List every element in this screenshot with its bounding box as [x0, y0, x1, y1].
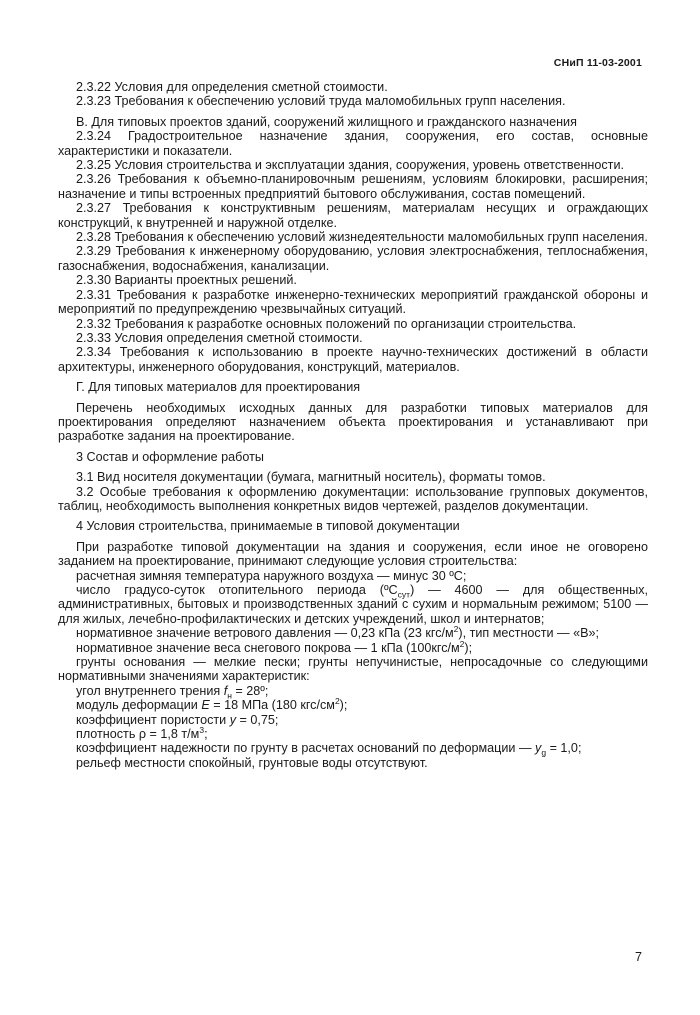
soil-density: плотность ρ = 1,8 $т/м^3$; [76, 724, 208, 742]
clause-3-1: 3.1 Вид носителя документации (бумага, магнитный носитель), форматы томов. [76, 470, 546, 485]
section-heading-v: В. Для типовых проектов зданий, сооружений жилищного и гражданского назначения [76, 114, 577, 129]
paragraph-g: Перечень необходимых исходных данных для разработки типовых материалов для проектирования определяют назначением объекта проектирования и устанавливают при разработке задания на проектирование. [58, 400, 648, 444]
section-heading-g: Г. Для типовых материалов для проектирования [76, 380, 361, 395]
clause-2-3-31: 2.3.31 Требования к разработке инженерно-технических мероприятий гражданской обороны и мероприятий по предупреждению чрезвычайных ситуаций. [58, 287, 648, 317]
paragraph-4: При разработке типовой документации на здания и сооружения, если иное не оговорено заданием на проектирование, принимают следующие условия строительства: [58, 539, 648, 569]
page-number: 7 [634, 950, 642, 964]
clause-2-3-25: 2.3.25 Условия строительства и эксплуатации здания, сооружения, уровень ответственности. [76, 158, 624, 173]
condition-snow: нормативное значение веса снегового покрова — 1 кПа $(100кгс/м^2)$; [76, 638, 473, 655]
section-heading-3: 3 Состав и оформление работы [76, 449, 264, 464]
clause-3-2: 3.2 Особые требования к оформлению документации: использование групповых документов, таблиц, необходимость выполнения конкретных видов чертежей, разделов документации. [58, 484, 648, 513]
clause-2-3-23: 2.3.23 Требования к обеспечению условий труда маломобильных групп населения. [76, 94, 566, 109]
terrain-relief: рельеф местности спокойный, грунтовые воды отсутствуют. [76, 755, 428, 770]
condition-wind: нормативное значение ветрового давления — 0,23 кПа (23 кгс/$м^2$), тип местности — «В»; [76, 624, 600, 641]
clause-2-3-27: 2.3.27 Требования к конструктивным решениям, материалам несущих и ограждающих конструкций, к внутренней и наружной отделке. [58, 201, 648, 230]
soil-porosity: коэффициент пористости у = 0,75; [76, 712, 279, 727]
condition-degree-days: число градусо-суток отопительного периода (ºС$_{сут}$) — 4600 — для общественных, административных, бытовых и производственных зданий с сухим и нормальным режимом; 5100 — для жилых, лечебно-профилактических и детских учреждений, школ и интернатов; [58, 583, 648, 626]
soil-friction-angle: угол внутреннего трения $f_н$ = 28º; [76, 683, 269, 701]
clause-2-3-26: 2.3.26 Требования к объемно-планировочным решениям, условиям блокировки, расширения; назначение и типы встроенных предприятий бытового обслуживания, состав помещений. [58, 172, 648, 201]
clause-2-3-29: 2.3.29 Требования к инженерному оборудованию, условия электроснабжения, теплоснабжения, газоснабжения, водоснабжения, канализации. [58, 244, 648, 273]
clause-2-3-22: 2.3.22 Условия для определения сметной стоимости. [76, 80, 388, 94]
clause-2-3-28: 2.3.28 Требования к обеспечению условий жизнедеятельности маломобильных групп населения. [76, 230, 648, 245]
condition-soil: грунты основания — мелкие пески; грунты непучинистые, непросадочные со следующими нормативными значениями характеристик: [58, 655, 648, 684]
page-body [58, 80, 648, 770]
condition-temperature: расчетная зимняя температура наружного воздуха — минус 30 ºС; [76, 568, 467, 583]
running-header: СНиП 11-03-2001 [553, 57, 642, 69]
soil-deformation-modulus: модуль деформации E = 18 МПа (180 кгс/$см^2$); [76, 696, 348, 713]
soil-characteristics-list [58, 684, 648, 770]
clause-2-3-30: 2.3.30 Варианты проектных решений. [76, 273, 297, 288]
soil-reliability-coefficient: коэффициент надежности по грунту в расчетах оснований по деформации — $y_g = 1,0$; [76, 741, 582, 758]
clause-2-3-32: 2.3.32 Требования к разработке основных положений по организации строительства. [76, 316, 577, 331]
section-heading-4: 4 Условия строительства, принимаемые в типовой документации [76, 519, 460, 534]
clause-2-3-24: 2.3.24 Градостроительное назначение здания, сооружения, его состав, основные характеристики и показатели. [58, 129, 648, 158]
clause-2-3-34: 2.3.34 Требования к использованию в проекте научно-технических достижений в области архитектуры, инженерного оборудования, конструкций, материалов. [58, 345, 648, 374]
clause-2-3-33: 2.3.33 Условия определения сметной стоимости. [76, 330, 363, 345]
